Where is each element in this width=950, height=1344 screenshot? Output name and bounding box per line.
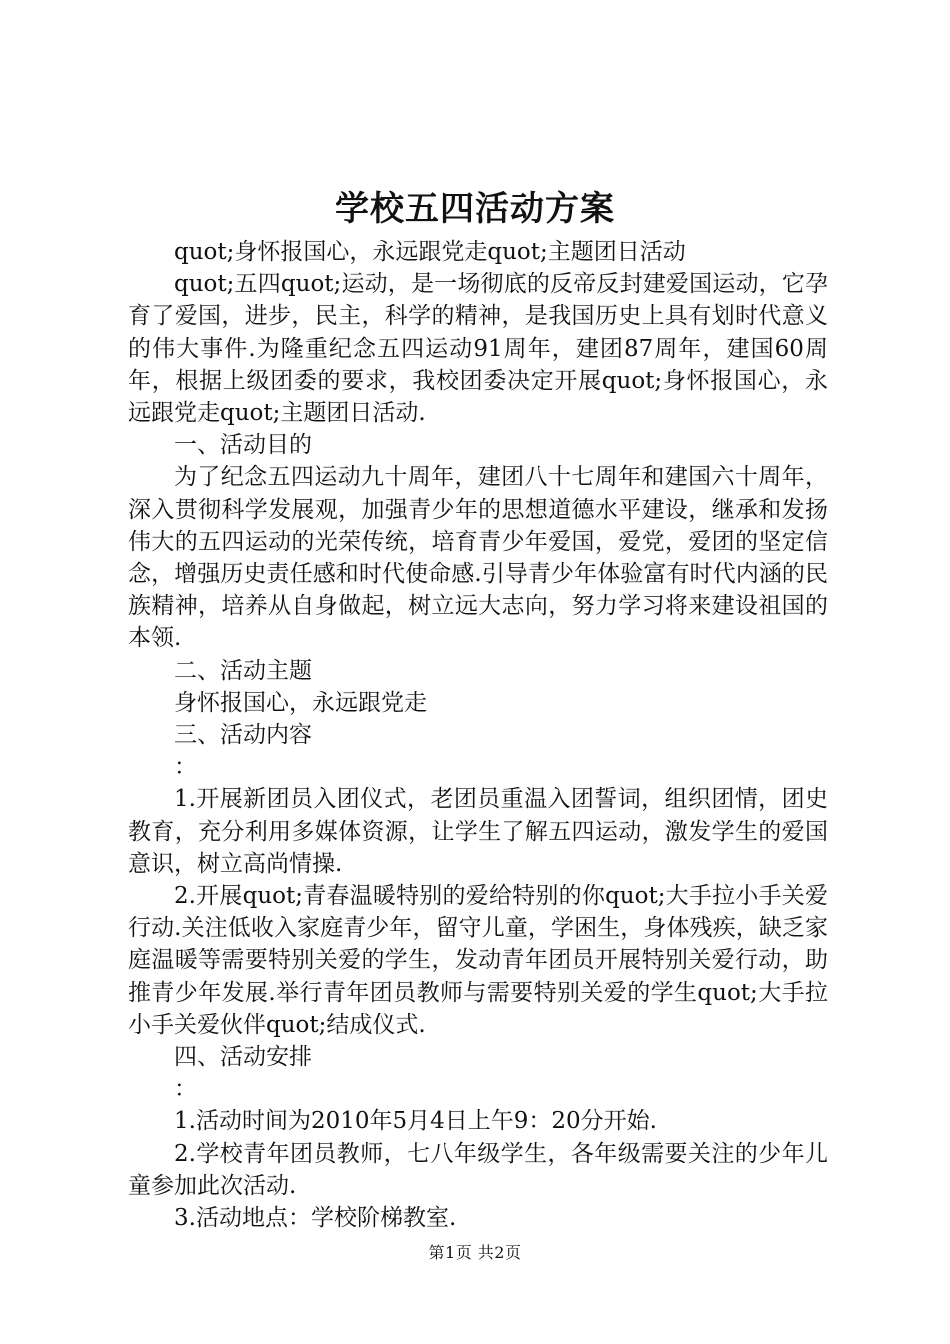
paragraph-intro: quot;五四quot;运动，是一场彻底的反帝反封建爱国运动，它孕育了爱国，进步，民主，科学的精神，是我国历史上具有划时代意义的伟大事件.为隆重纪念五四运动91周年，建团87周年，建国60周年，根据上级团委的要求，我校团委决定开展quot;身怀报国心，永远跟党走quot;主题团日活动. — [128, 271, 828, 427]
paragraph-subtitle: quot;身怀报国心，永远跟党走quot;主题团日活动 — [174, 239, 686, 265]
document-body — [128, 236, 828, 1234]
paragraph-arrangement-item-2: 2.学校青年团员教师，七八年级学生，各年级需要关注的少年儿童参加此次活动. — [128, 1140, 828, 1199]
section-heading-theme: 二、活动主题 — [174, 657, 312, 684]
section-heading-content: 三、活动内容 — [174, 722, 312, 749]
paragraph-content-item-2: 2.开展quot;青春温暖特别的爱给特别的你quot;大手拉小手关爱行动.关注低收入家庭青少年，留守儿童，学困生，身体残疾，缺乏家庭温暖等需要特别关爱的学生，发动青年团员开展特别关爱行动，助推青少年发展.举行青年团员教师与需要特别关爱的学生quot;大手拉小手关爱伙伴quot;结成仪式. — [128, 883, 828, 1038]
paragraph-theme: 身怀报国心，永远跟党走 — [174, 689, 427, 716]
document-title: 学校五四活动方案 — [335, 189, 615, 229]
section-heading-arrangement: 四、活动安排 — [174, 1044, 312, 1071]
paragraph-colon: ： — [174, 1076, 197, 1103]
paragraph-arrangement-item-1: 1.活动时间为2010年5月4日上午9：20分开始. — [174, 1108, 657, 1135]
paragraph-arrangement-item-3: 3.活动地点：学校阶梯教室. — [174, 1205, 457, 1232]
paragraph-colon: ： — [174, 754, 197, 781]
paragraph-purpose: 为了纪念五四运动九十周年，建团八十七周年和建国六十周年，深入贯彻科学发展观，加强青少年的思想道德水平建设，继承和发扬伟大的五四运动的光荣传统，培育青少年爱国，爱党，爱团的坚定信念，增强历史责任感和时代使命感.引导青少年体验富有时代内涵的民族精神，培养从自身做起，树立远大志向，努力学习将来建设祖国的本领. — [128, 464, 828, 652]
page-footer: 第1页 共2页 — [428, 1243, 522, 1262]
section-heading-purpose: 一、活动目的 — [174, 432, 312, 459]
paragraph-content-item-1: 1.开展新团员入团仪式，老团员重温入团誓词，组织团情，团史教育，充分利用多媒体资源，让学生了解五四运动，激发学生的爱国意识，树立高尚情操. — [128, 786, 828, 877]
